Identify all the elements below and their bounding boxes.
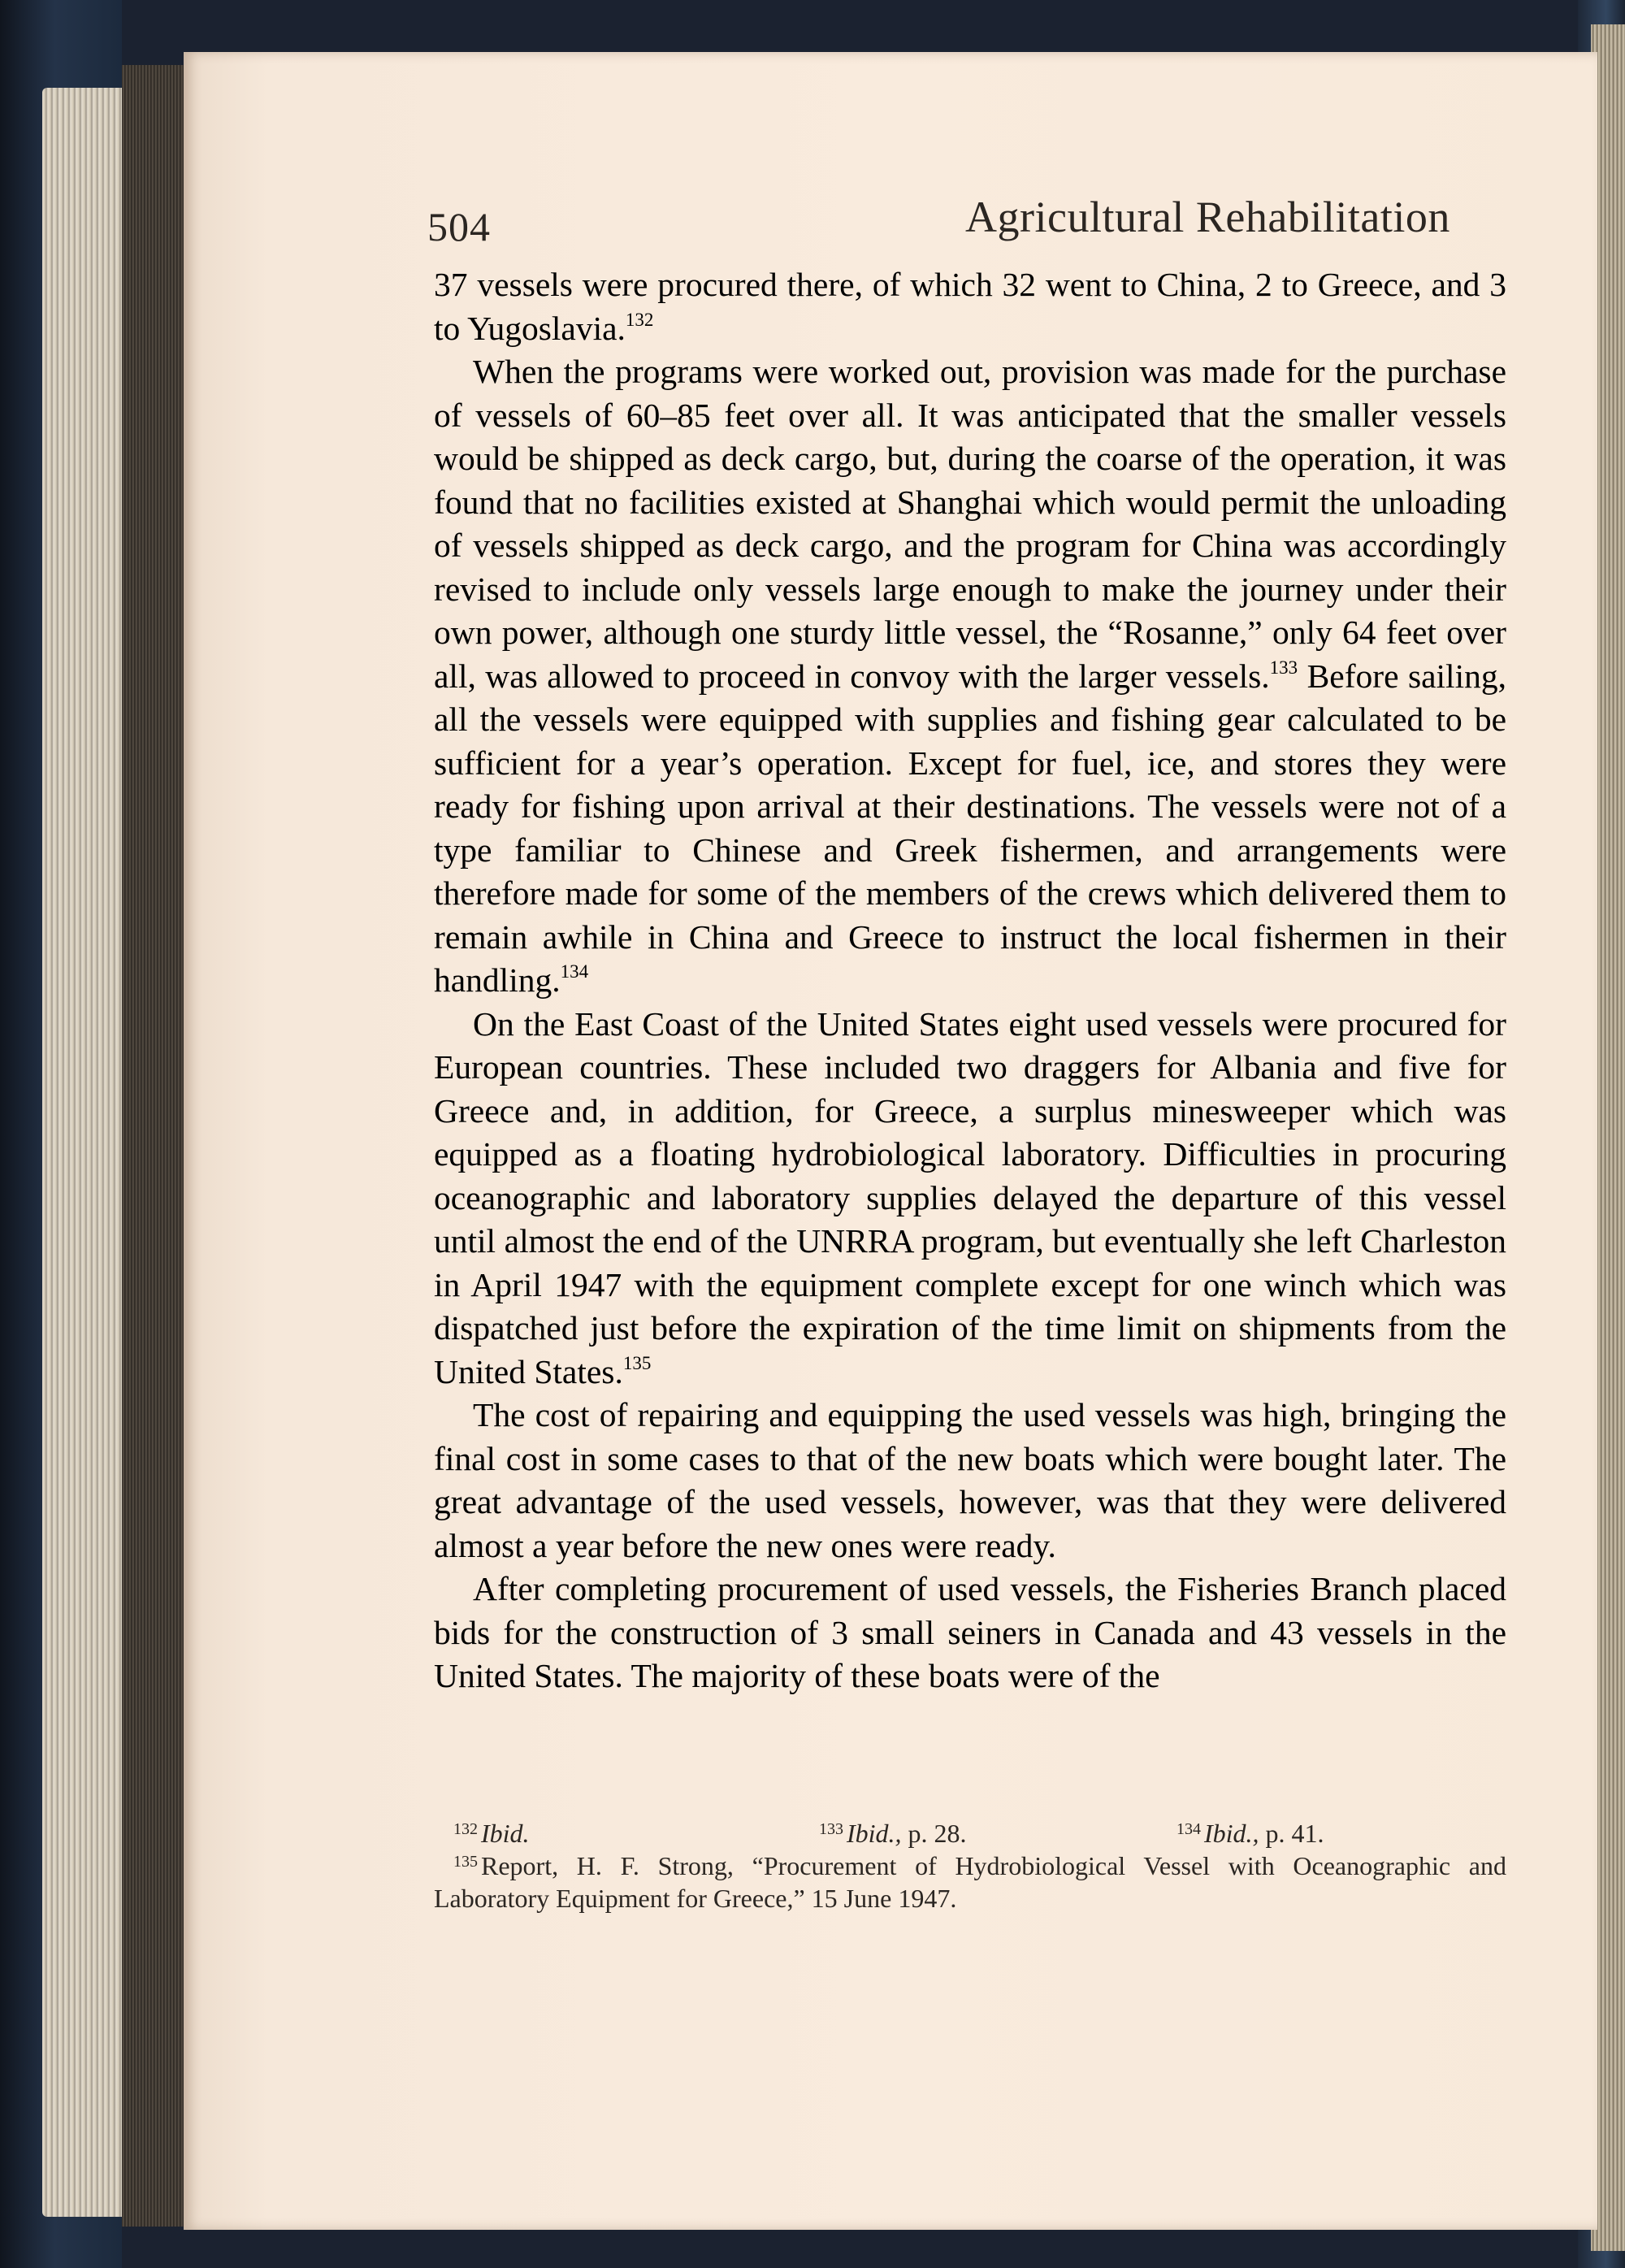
page-number: 504 <box>427 204 491 249</box>
footnote-text: p. 28. <box>901 1819 967 1848</box>
footnote-number: 132 <box>453 1820 478 1838</box>
footnote-133 <box>819 1817 1176 1850</box>
footnote-text: Report, H. F. Strong, “Procurement of Hydrobiological Vessel with Oceanographic and Laboratory Equipment for Greece,” 15 June 1947. <box>434 1851 1506 1913</box>
paragraph-text: On the East Coast of the United States eight used vessels were procured for European countries. These included two draggers for Albania and five for Greece and, in addition, for Greece, a surplus minesweeper which was equipped as a floating hydrobiological laboratory. Difficulties in procuring oceanographic and laboratory supplies delayed the departure of this vessel until almost the end of the UNRRA program, but eventually she left Charleston in April 1947 with the equipment complete except for one winch which was dispatched just before the expiration of the time limit on shipments from the United States. <box>434 1004 1506 1390</box>
footnote-number: 133 <box>819 1820 843 1838</box>
paragraph: After completing procurement of used vessels, the Fisheries Branch placed bids for the construction of 3 small seiners in Canada and 43 vessels in the United States. The majority of these boats were of the <box>434 1570 1506 1694</box>
footnote-135 <box>434 1850 1506 1915</box>
paragraph: The cost of repairing and equipping the used vessels was high, bringing the final cost in some cases to that of the new boats which were bought later. The great advantage of the used vessels, however, was that they were delivered almost a year before the new ones were ready. <box>434 1396 1506 1564</box>
footnote-ref: 134 <box>560 961 589 982</box>
footnote-number: 134 <box>1176 1820 1201 1838</box>
footnote-132 <box>434 1817 819 1850</box>
footnote-text: Ibid. <box>481 1819 530 1848</box>
paragraph-text: When the programs were worked out, provision was made for the purchase of vessels of 60–85 feet over all. It was anticipated that the smaller vessels would be shipped as deck cargo, but, during the coarse of the operation, it was found that no facilities existed at Shanghai which would permit the unloading of vessels shipped as deck cargo, and the program for China was accordingly revised to include only vessels large enough to make the journey under their own power, although one sturdy little vessel, the “Rosanne,” only 64 feet over all, was allowed to proceed in convoy with the larger vessels. <box>434 353 1506 695</box>
paragraph <box>434 263 1506 350</box>
footnote-ref: 133 <box>1269 657 1298 678</box>
paragraph <box>434 1003 1506 1394</box>
page-content <box>250 192 1510 257</box>
running-title: Agricultural Rehabilitation <box>965 193 1450 241</box>
paragraph <box>434 350 1506 1003</box>
paragraph-text: Before sailing, all the vessels were equipped with supplies and fishing gear calculated to be sufficient for a year’s operation. Except for fuel, ice, and stores they were ready for fishing upon arrival at their destinations. The vessels were not of a type familiar to Chinese and Greek fishermen, and arrangements were therefore made for some of the members of the crews which delivered them to remain awhile in China and Greece to instruct the local fishermen in their handling. <box>434 657 1506 999</box>
paragraph-text: 37 vessels were procured there, of which 32 went to China, 2 to Greece, and 3 to Yugoslavia. <box>434 266 1506 347</box>
footnote-134 <box>1176 1817 1502 1850</box>
footnote-text: Ibid., <box>1204 1819 1259 1848</box>
footnotes <box>434 1817 1506 1915</box>
footnote-ref: 135 <box>622 1352 652 1373</box>
footnote-row <box>434 1817 1506 1850</box>
body-text <box>434 263 1506 1698</box>
running-head <box>250 192 1510 257</box>
footnote-ref: 132 <box>625 309 654 330</box>
footnote-number: 135 <box>453 1853 478 1871</box>
footnote-text: Ibid., <box>847 1819 902 1848</box>
footnote-text: p. 41. <box>1259 1819 1324 1848</box>
page-edges-shadow <box>122 65 187 2227</box>
